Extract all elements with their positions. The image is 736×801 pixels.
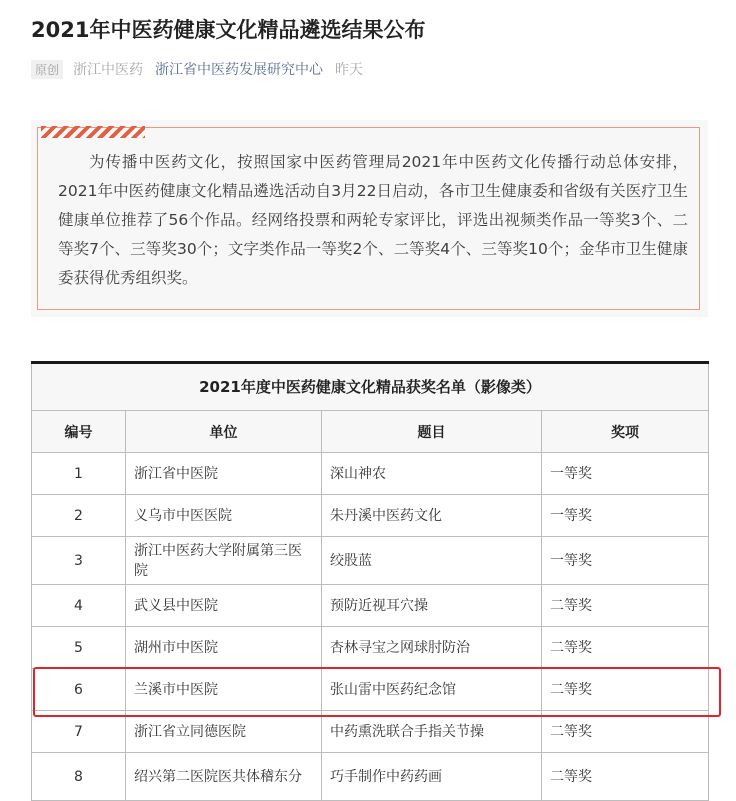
row-number: 6 [32, 669, 126, 711]
row-title: 张山雷中医药纪念馆 [322, 669, 542, 711]
row-number: 7 [32, 711, 126, 753]
row-award: 二等奖 [542, 753, 709, 801]
row-title: 杏林寻宝之网球肘防治 [322, 627, 542, 669]
intro-paragraph: 为传播中医药文化，按照国家中医药管理局2021年中医药文化传播行动总体安排，2021年中医药健康文化精品遴选活动自3月22日启动，各市卫生健康委和省级有关医疗卫生健康单位推荐了56个作品。经网络投票和两轮专家评比，评选出视频类作品一等奖3个、二等奖7个、三等奖30个；文字类作品一等奖2个、二等奖4个、三等奖10个；金华市卫生健康委获得优秀组织奖。 [58, 153, 688, 287]
table-row [32, 711, 709, 753]
account-name-link[interactable]: 浙江省中医药发展研究中心 [155, 62, 324, 78]
row-unit: 浙江中医药大学附属第三医院 [126, 537, 322, 585]
table-caption-row [32, 363, 709, 411]
header-award: 奖项 [542, 411, 709, 453]
row-number: 1 [32, 453, 126, 495]
row-award: 二等奖 [542, 669, 709, 711]
row-number: 2 [32, 495, 126, 537]
row-number: 8 [32, 753, 126, 801]
table-row [32, 627, 709, 669]
row-unit: 浙江省立同德医院 [126, 711, 322, 753]
row-unit: 绍兴第二医院医共体稽东分 [126, 753, 322, 801]
row-unit: 义乌市中医医院 [126, 495, 322, 537]
row-unit: 武义县中医院 [126, 585, 322, 627]
row-award: 二等奖 [542, 627, 709, 669]
table-caption: 2021年度中医药健康文化精品获奖名单（影像类） [32, 363, 709, 411]
table-row [32, 453, 709, 495]
article-title: 2021年中医药健康文化精品遴选结果公布 [31, 18, 426, 42]
row-title: 中药熏洗联合手指关节操 [322, 711, 542, 753]
header-number: 编号 [32, 411, 126, 453]
table-row-highlighted [32, 669, 709, 711]
row-unit: 浙江省中医院 [126, 453, 322, 495]
row-award: 一等奖 [542, 453, 709, 495]
row-title: 预防近视耳穴操 [322, 585, 542, 627]
row-title: 巧手制作中药药画 [322, 753, 542, 801]
article-meta [31, 58, 363, 80]
row-award: 二等奖 [542, 585, 709, 627]
row-unit: 湖州市中医院 [126, 627, 322, 669]
publish-time: 昨天 [335, 62, 364, 78]
header-title: 题目 [322, 411, 542, 453]
table-row [32, 753, 709, 801]
original-badge: 原创 [31, 60, 63, 79]
table-row [32, 537, 709, 585]
row-unit: 兰溪市中医院 [126, 669, 322, 711]
row-title: 朱丹溪中医药文化 [322, 495, 542, 537]
intro-box [31, 120, 708, 317]
row-award: 一等奖 [542, 495, 709, 537]
table-row [32, 495, 709, 537]
table-row [32, 585, 709, 627]
row-number: 5 [32, 627, 126, 669]
intro-frame [37, 127, 700, 310]
row-award: 一等奖 [542, 537, 709, 585]
decorative-stripes [41, 126, 145, 138]
row-number: 3 [32, 537, 126, 585]
row-award: 二等奖 [542, 711, 709, 753]
row-title: 绞股蓝 [322, 537, 542, 585]
table-header-row [32, 411, 709, 453]
row-number: 4 [32, 585, 126, 627]
header-unit: 单位 [126, 411, 322, 453]
author-source: 浙江中医药 [73, 62, 144, 78]
row-title: 深山神农 [322, 453, 542, 495]
award-table [31, 361, 709, 801]
